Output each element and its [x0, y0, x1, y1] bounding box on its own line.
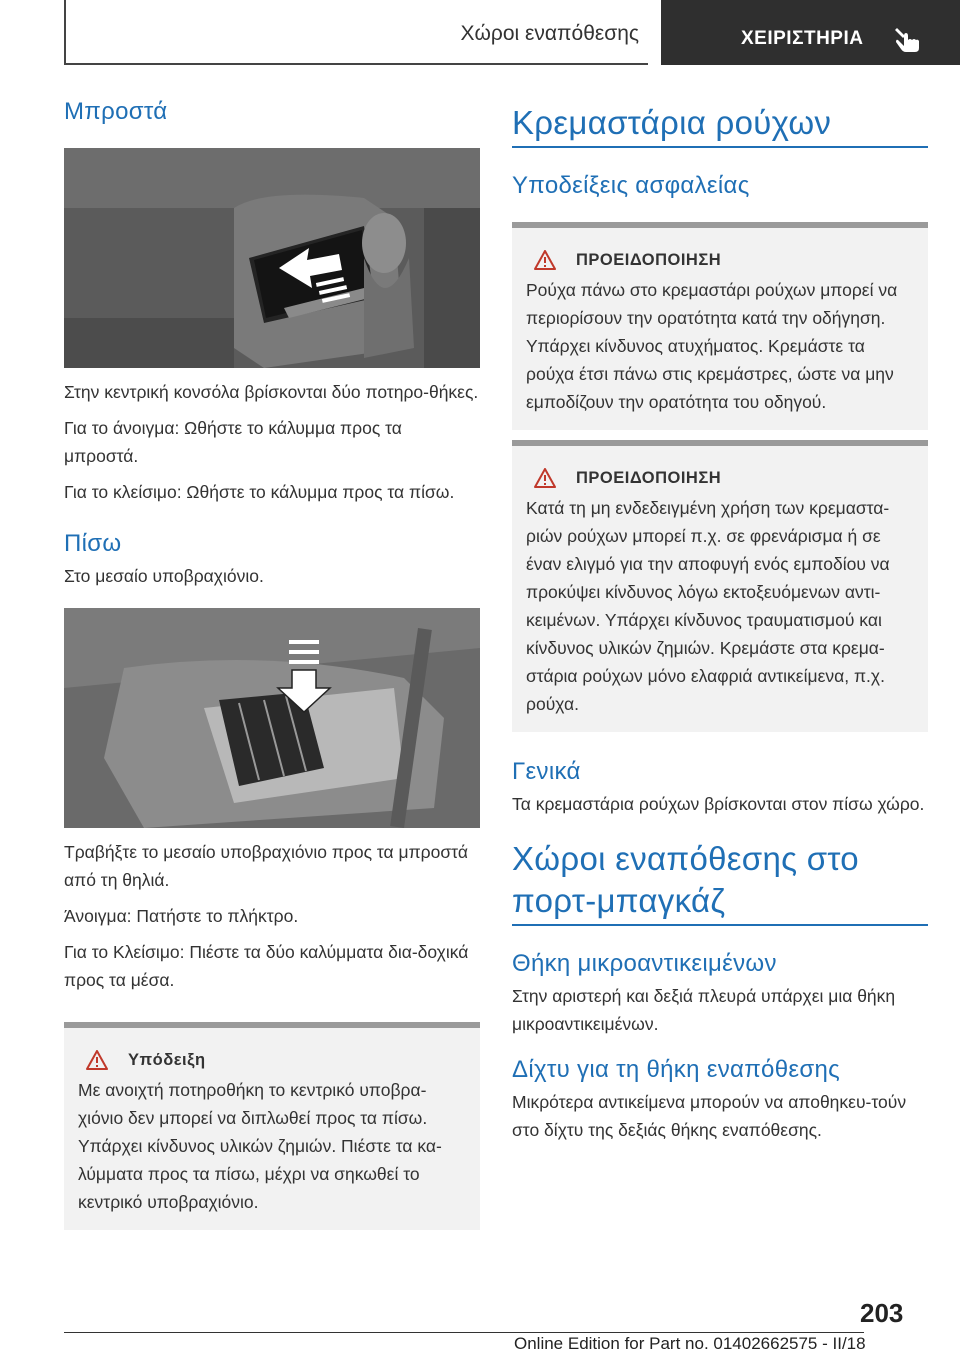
paragraph-front-3: Για το κλείσιμο: Ωθήστε το κάλυμμα προς τα πίσω. — [64, 482, 455, 502]
header-chapter-tab[interactable] — [661, 0, 960, 65]
header-chapter-label: ΧΕΙΡΙΣΤΗΡΙΑ — [741, 28, 864, 49]
hand-pointer-icon — [894, 24, 922, 54]
right-column — [512, 98, 928, 1144]
paragraph-rear-3: Άνοιγμα: Πατήστε το πλήκτρο. — [64, 906, 299, 926]
heading-rear: Πίσω — [64, 530, 122, 557]
heading-rule — [512, 146, 928, 148]
page-number: 203 — [860, 1298, 904, 1328]
heading-clothes-hooks: Κρεμαστάρια ρούχων — [512, 104, 832, 141]
paragraph-front-2: Για το άνοιγμα: Ωθήστε το κάλυμμα προς τα μπροστά. — [64, 418, 402, 466]
warning-text-1: Ρούχα πάνω στο κρεμαστάρι ρούχων μπορεί να περιορίσουν την ορατότητα κατά την οδήγηση. Υπάρχει κίνδυνος ατυχήματος. Κρεμάστε τα ρούχα έτσι πάνω στις κρεμάστρες, ώστε να μην εμποδίζουν την ορατότητα του οδηγού. — [526, 280, 898, 412]
footer-rule — [64, 1332, 864, 1333]
warning-title-2: ΠΡΟΕΙΔΟΠΟΙΗΣΗ — [576, 468, 722, 487]
paragraph-storage-net: Μικρότερα αντικείμενα μπορούν να αποθηκευ‐τούν στο δίχτυ της δεξιάς θήκης εναπόθεσης. — [512, 1092, 907, 1140]
cupholder-console-photo — [64, 148, 480, 368]
paragraph-rear-2: Τραβήξτε το μεσαίο υποβραχιόνιο προς τα μπροστά από τη θηλιά. — [64, 842, 468, 890]
warning-box-1 — [512, 222, 928, 430]
warning-triangle-icon — [86, 1050, 108, 1070]
paragraph-front-1: Στην κεντρική κονσόλα βρίσκονται δύο ποτηρο‐θήκες. — [64, 382, 479, 402]
heading-storage-net: Δίχτυ για τη θήκη εναπόθεσης — [512, 1056, 840, 1083]
heading-trunk-storage: Χώροι εναπόθεσης στο πορτ-μπαγκάζ — [512, 840, 859, 919]
rear-armrest-photo — [64, 608, 480, 828]
paragraph-general: Τα κρεμαστάρια ρούχων βρίσκονται στον πίσω χώρο. — [512, 794, 925, 814]
heading-front: Μπροστά — [64, 98, 168, 125]
note-text: Με ανοιχτή ποτηροθήκη το κεντρικό υποβρα‐χιόνιο δεν μπορεί να διπλωθεί προς τα πίσω. Υπάρχει κίνδυνος υλικών ζημιών. Πιέστε τα κα‐λύμματα προς τα πίσω, μέχρι να σηκωθεί το κεντρικό υποβραχιόνιο. — [78, 1080, 442, 1212]
heading-small-items-tray: Θήκη μικροαντικειμένων — [512, 950, 777, 977]
warning-title-1: ΠΡΟΕΙΔΟΠΟΙΗΣΗ — [576, 250, 722, 269]
rear-armrest-illustration — [64, 608, 480, 828]
warning-text-2: Κατά τη μη ενδεδειγμένη χρήση των κρεμαστα‐ριών ρούχων μπορεί π.χ. σε φρενάρισμα ή σε έναν ελιγμό για την αποφυγή ενός εμποδίου να προκύψει κίνδυνος λόγω εκτοξευόμενων αντι‐κειμένων. Υπάρχει κίνδυνος τραυματισμού και κίνδυνος υλικών ζημιών. Κρεμάστε στα κρεμα‐στάρια ρούχων μόνο ελαφριά αντικείμενα, π.χ. ρούχα. — [526, 498, 890, 714]
header-section-title: Χώροι εναπόθεσης — [460, 22, 639, 45]
paragraph-rear-4: Για το Κλείσιμο: Πιέστε τα δύο καλύμματα δια‐δοχικά προς τα μέσα. — [64, 942, 469, 990]
heading-safety-notes: Υποδείξεις ασφαλείας — [512, 172, 750, 199]
cupholder-console-illustration — [64, 148, 480, 368]
note-title: Υπόδειξη — [128, 1050, 206, 1069]
warning-triangle-icon — [534, 468, 556, 488]
note-box — [64, 1022, 480, 1230]
paragraph-rear-1: Στο μεσαίο υποβραχιόνιο. — [64, 566, 264, 586]
warning-triangle-icon — [534, 250, 556, 270]
warning-header-1 — [526, 250, 916, 270]
heading-general: Γενικά — [512, 758, 581, 785]
footer-edition: Online Edition for Part no. 01402662575 - II/18 — [514, 1334, 866, 1353]
warning-header-2 — [526, 468, 916, 488]
warning-box-2 — [512, 440, 928, 732]
header-underline — [64, 63, 648, 65]
paragraph-small-items: Στην αριστερή και δεξιά πλευρά υπάρχει μια θήκη μικροαντικειμένων. — [512, 986, 896, 1034]
heading-rule-2 — [512, 924, 928, 926]
left-column — [64, 98, 480, 1230]
note-header — [78, 1050, 468, 1070]
